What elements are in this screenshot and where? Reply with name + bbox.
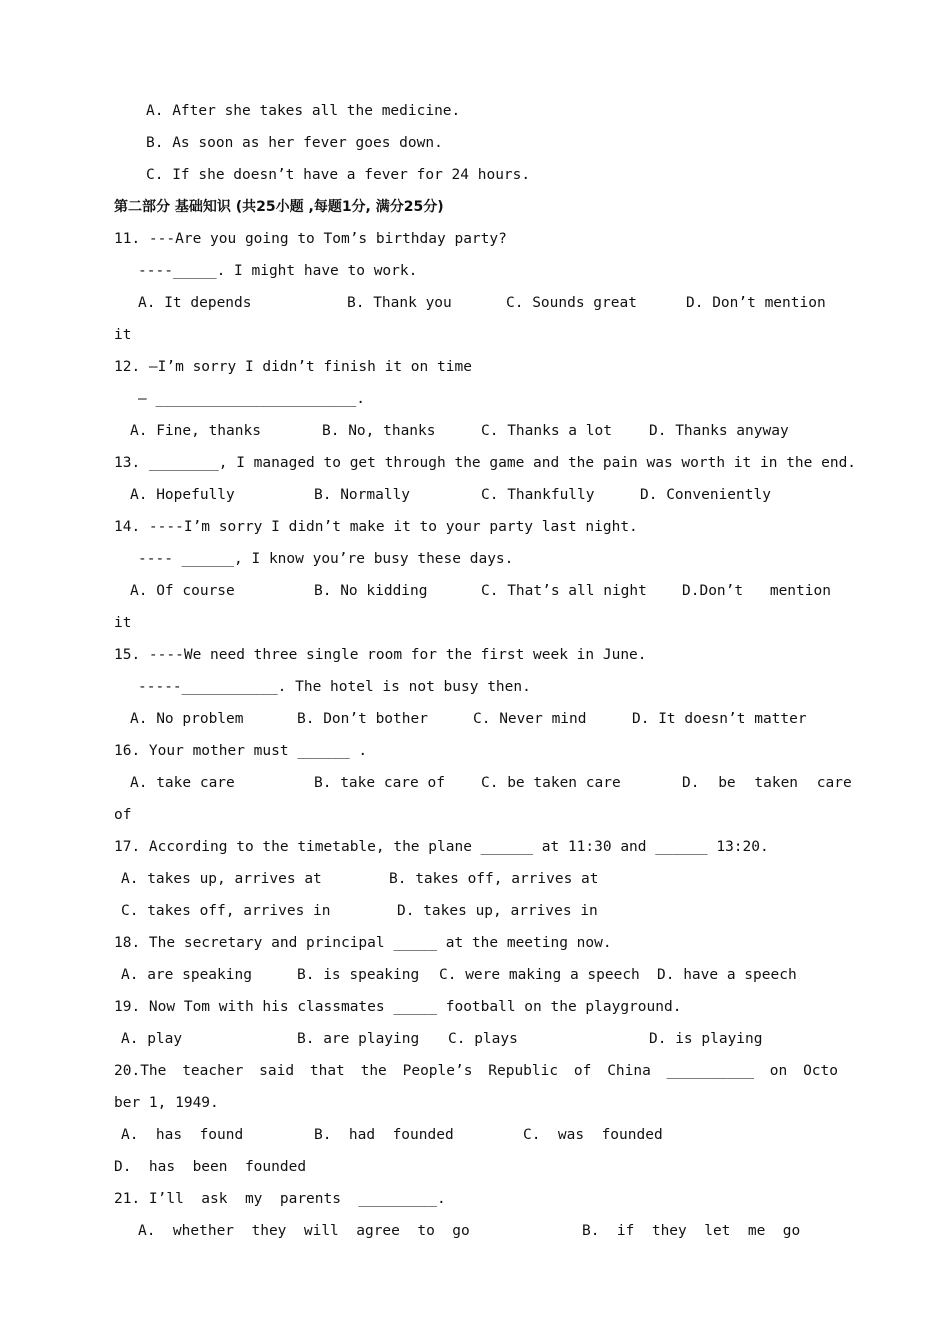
q20-option-a: A. has found: [121, 1127, 244, 1143]
q11-wrap: it: [114, 327, 132, 343]
q19-stem: 19. Now Tom with his classmates _____ football on the playground.: [114, 999, 682, 1015]
q12-reply: — _______________________.: [138, 391, 365, 407]
q20-word: said: [259, 1063, 295, 1079]
q15-option-d: D. It doesn’t matter: [632, 711, 807, 727]
q20-word: 20.The: [114, 1063, 167, 1079]
q15-stem: 15. ----We need three single room for the first week in June.: [114, 647, 647, 663]
q12-stem: 12. —I’m sorry I didn’t finish it on time: [114, 359, 472, 375]
q20-option-b: B. had founded: [314, 1127, 454, 1143]
section-heading: 第二部分 基础知识 (共25小题 ,每题1分, 满分25分): [114, 199, 444, 215]
q19-option-d: D. is playing: [649, 1031, 763, 1047]
q21-option-b: B. if they let me go: [582, 1223, 801, 1239]
q16-option-b: B. take care of: [314, 775, 445, 791]
q20-word: China: [607, 1063, 651, 1079]
q20-word: teacher: [182, 1063, 244, 1079]
q11-option-d: D. Don’t mention: [686, 295, 826, 311]
q18-stem: 18. The secretary and principal _____ at the meeting now.: [114, 935, 612, 951]
q13-stem: 13. ________, I managed to get through the game and the pain was worth it in the end.: [114, 455, 857, 471]
q17-option-c: C. takes off, arrives in: [121, 903, 331, 919]
q12-option-a: A. Fine, thanks: [130, 423, 261, 439]
q14-stem: 14. ----I’m sorry I didn’t make it to your party last night.: [114, 519, 638, 535]
q17-option-b: B. takes off, arrives at: [389, 871, 599, 887]
q16-option-c: C. be taken care: [481, 775, 621, 791]
q18-option-d: D. have a speech: [657, 967, 797, 983]
q12-option-b: B. No, thanks: [322, 423, 436, 439]
q17-stem: 17. According to the timetable, the plane ______ at 11:30 and ______ 13:20.: [114, 839, 769, 855]
q20-word: the: [360, 1063, 387, 1079]
q20-word: Republic: [488, 1063, 559, 1079]
q13-option-a: A. Hopefully: [130, 487, 235, 503]
q18-option-b: B. is speaking: [297, 967, 420, 983]
q21-option-a: A. whether they will agree to go: [138, 1223, 470, 1239]
q14-wrap: it: [114, 615, 132, 631]
q11-reply: ----_____. I might have to work.: [138, 263, 418, 279]
q20-option-d: D. has been founded: [114, 1159, 307, 1175]
q16-option-d: D. be taken care: [682, 775, 852, 791]
q11-option-c: C. Sounds great: [506, 295, 637, 311]
option-a-top: A. After she takes all the medicine.: [146, 103, 461, 119]
q13-option-d: D. Conveniently: [640, 487, 771, 503]
q19-option-a: A. play: [121, 1031, 183, 1047]
q14-option-a: A. Of course: [130, 583, 235, 599]
q11-option-a: A. It depends: [138, 295, 252, 311]
q18-option-c: C. were making a speech: [439, 967, 640, 983]
q16-option-a: A. take care: [130, 775, 235, 791]
q20-word: that: [309, 1063, 345, 1079]
q19-option-c: C. plays: [448, 1031, 518, 1047]
q20-blank: __________: [666, 1063, 754, 1079]
q12-option-c: C. Thanks a lot: [481, 423, 612, 439]
q13-option-c: C. Thankfully: [481, 487, 595, 503]
option-c-top: C. If she doesn’t have a fever for 24 hours.: [146, 167, 531, 183]
q11-option-b: B. Thank you: [347, 295, 452, 311]
q20-word: Octo: [803, 1063, 838, 1079]
q20-word: People’s: [402, 1063, 473, 1079]
q21-stem: 21. I’ll ask my parents _________.: [114, 1191, 446, 1207]
q14-option-b: B. No kidding: [314, 583, 428, 599]
q17-option-d: D. takes up, arrives in: [397, 903, 598, 919]
q20-stem: [114, 1061, 838, 1081]
q15-option-c: C. Never mind: [473, 711, 587, 727]
q14-reply: ---- ______, I know you’re busy these days.: [138, 551, 514, 567]
q15-option-a: A. No problem: [130, 711, 244, 727]
q20-word: of: [573, 1063, 592, 1079]
q20-stem-wrap: ber 1, 1949.: [114, 1095, 219, 1111]
q17-option-a: A. takes up, arrives at: [121, 871, 322, 887]
q13-option-b: B. Normally: [314, 487, 411, 503]
q16-wrap: of: [114, 807, 132, 823]
q20-word: on: [769, 1063, 788, 1079]
option-b-top: B. As soon as her fever goes down.: [146, 135, 443, 151]
q15-option-b: B. Don’t bother: [297, 711, 428, 727]
q14-option-d: D.Don’t mention: [682, 583, 831, 599]
q20-option-c: C. was founded: [523, 1127, 663, 1143]
q15-reply: -----___________. The hotel is not busy then.: [138, 679, 531, 695]
q11-stem: 11. ---Are you going to Tom’s birthday party?: [114, 231, 507, 247]
q12-option-d: D. Thanks anyway: [649, 423, 789, 439]
q14-option-c: C. That’s all night: [481, 583, 647, 599]
q19-option-b: B. are playing: [297, 1031, 420, 1047]
q18-option-a: A. are speaking: [121, 967, 252, 983]
q16-stem: 16. Your mother must ______ .: [114, 743, 368, 759]
